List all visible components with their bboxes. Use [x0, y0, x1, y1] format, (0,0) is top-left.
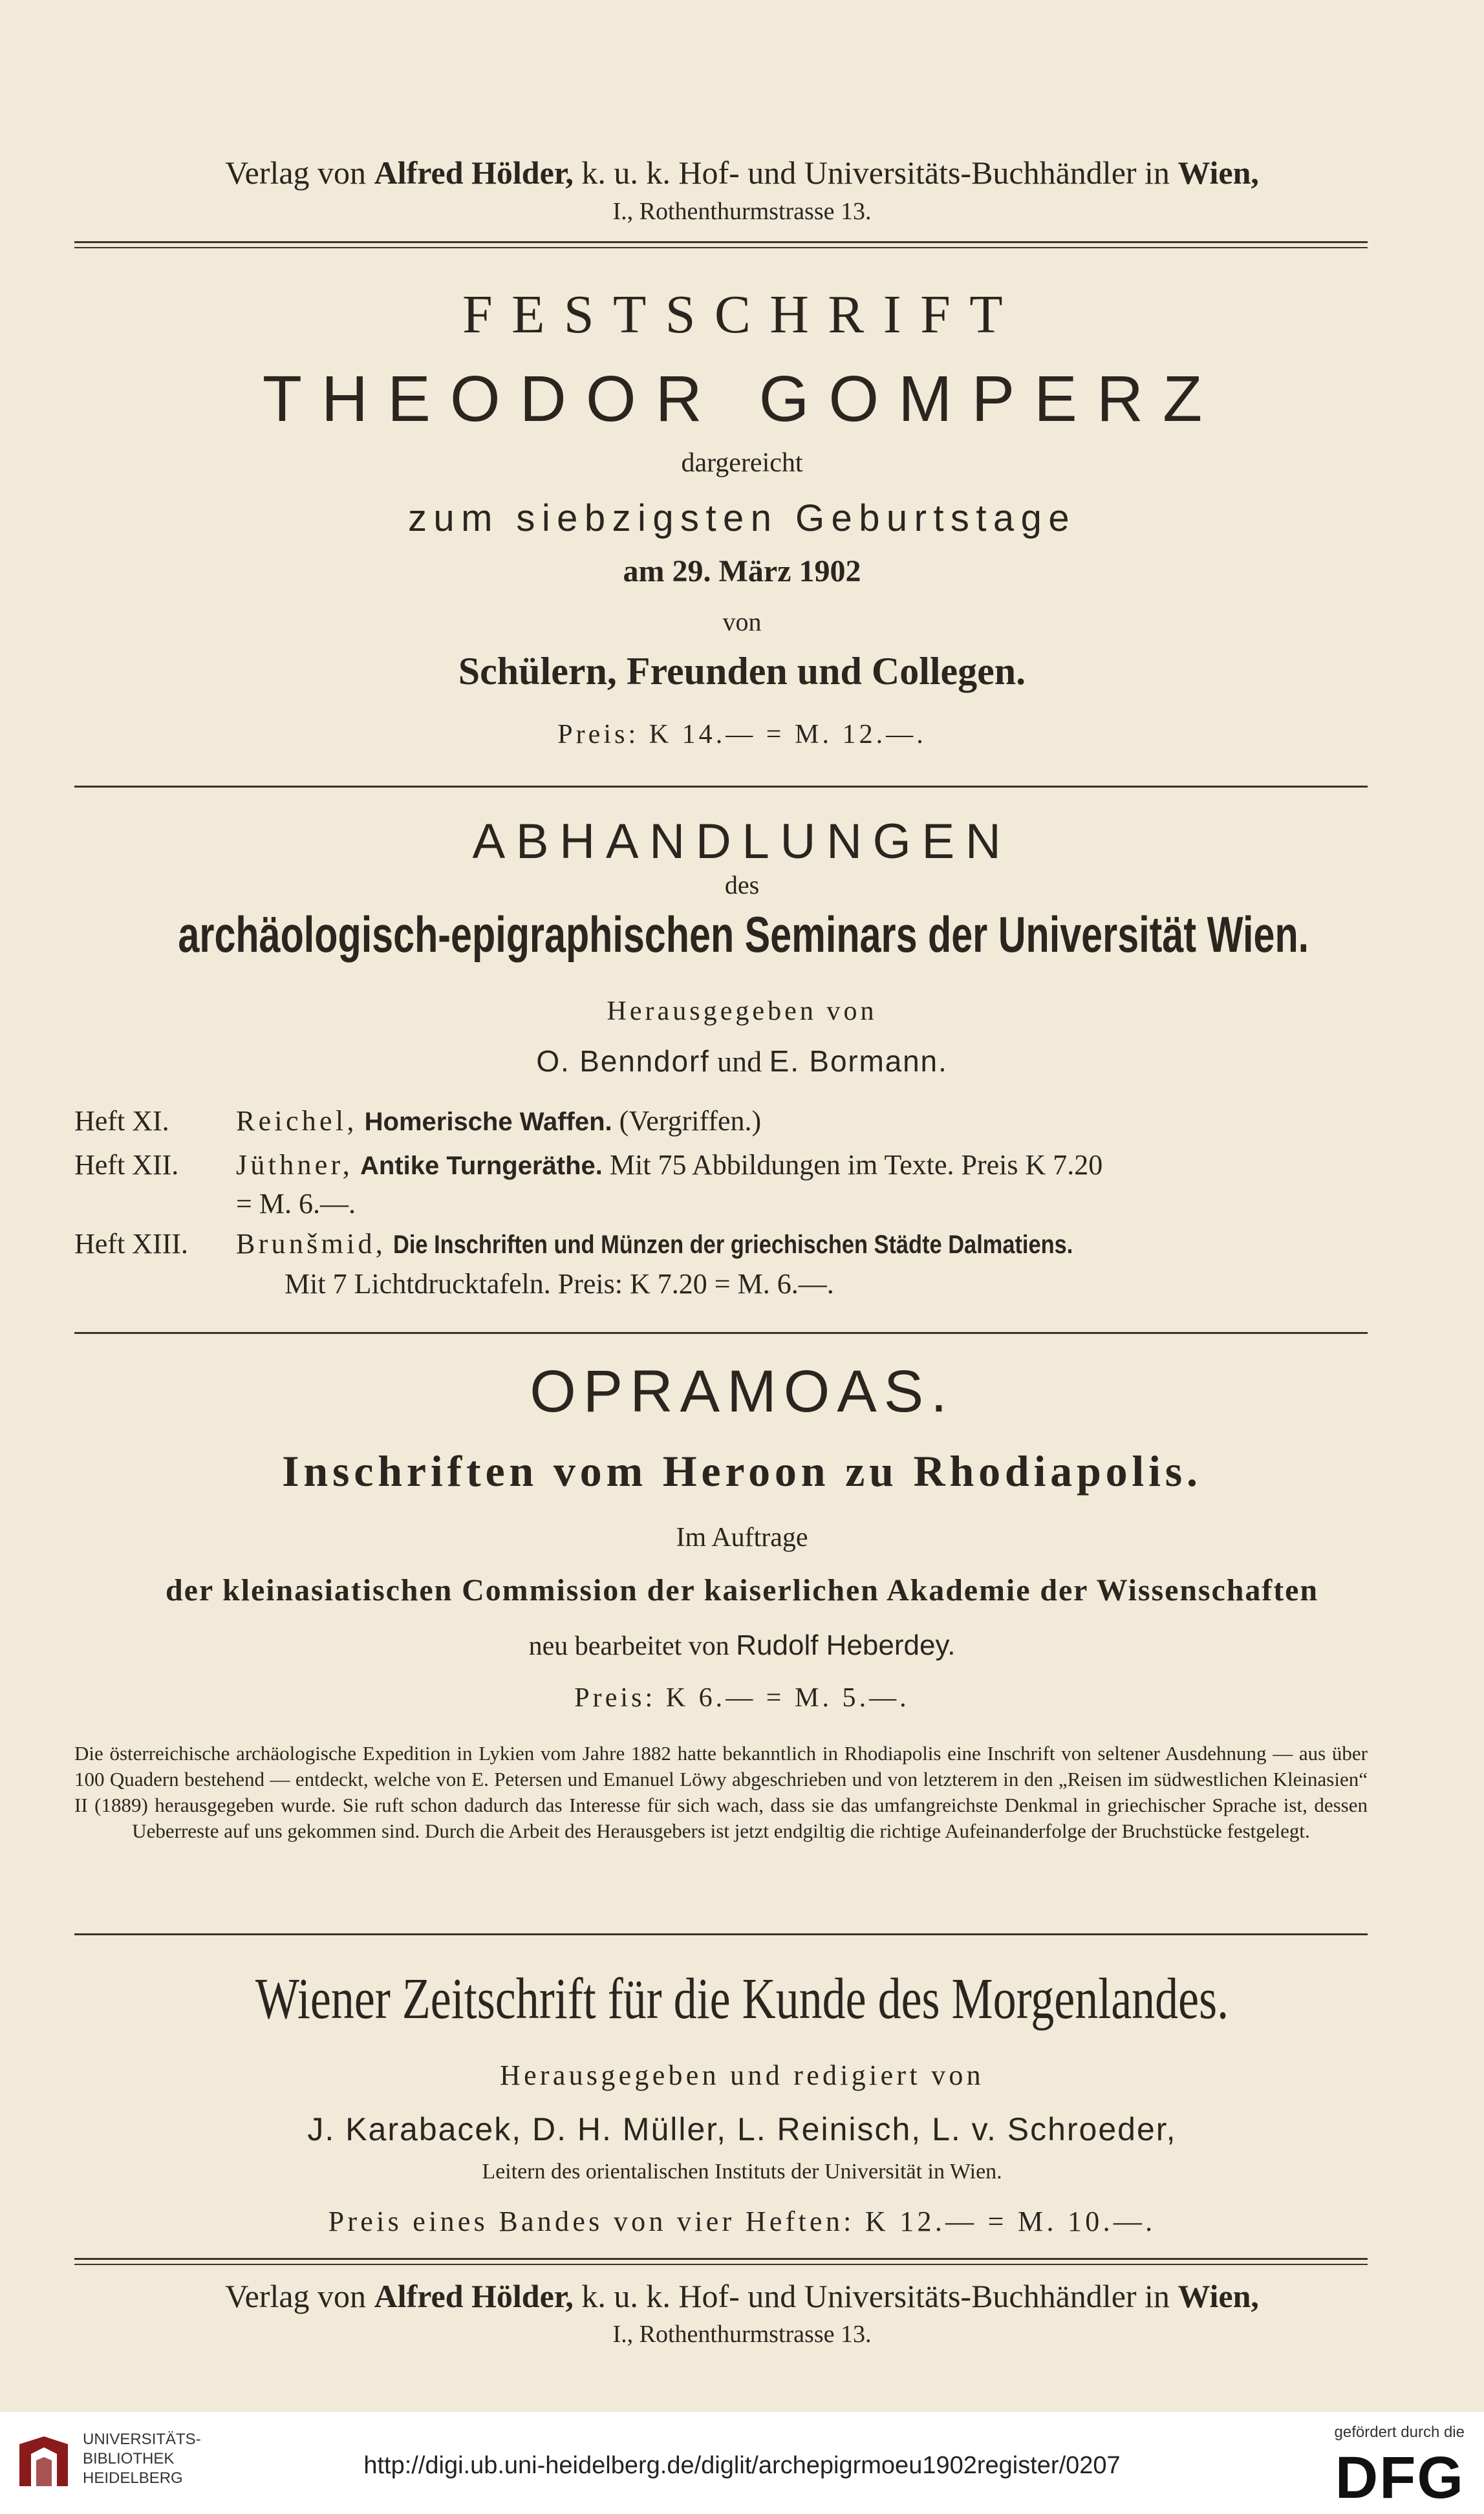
gomperz-title: THEODOR GOMPERZ	[262, 363, 1222, 435]
permalink-url[interactable]: http://digi.ub.uni-heidelberg.de/diglit/archepigrmoeu1902register/0207	[363, 2452, 1121, 2479]
ub-line: UNIVERSITÄTS-	[83, 2431, 201, 2448]
publisher-prefix: Verlag von	[225, 2278, 367, 2314]
zeitschrift-herausgegeben: Herausgegeben und redigiert von	[500, 2059, 984, 2091]
festschrift-price: Preis: K 14.— = M. 12.—.	[557, 720, 927, 749]
zeitschrift-title: Wiener Zeitschrift für die Kunde des Morgenlandes.	[255, 1967, 1229, 2031]
publisher-footer-address: I., Rothenthurmstrasse 13.	[612, 2321, 872, 2348]
heft-author: Brunšmid,	[236, 1228, 387, 1260]
publisher-footer	[0, 2277, 1484, 2315]
opramoas-price: Preis: K 6.— = M. 5.—.	[574, 1683, 910, 1713]
ub-line: BIBLIOTHEK	[83, 2450, 175, 2467]
zeitschrift-editors: J. Karabacek, D. H. Müller, L. Reinisch, L. v. Schroeder,	[307, 2111, 1177, 2147]
header-divider	[74, 241, 1368, 248]
heft-label: Heft XII.	[74, 1149, 179, 1181]
auftrag-line: Im Auftrage	[676, 1523, 808, 1552]
abhandlungen-title: ABHANDLUNGEN	[472, 814, 1012, 869]
editor-und: und	[717, 1045, 762, 1078]
dfg-label: gefördert durch die	[1334, 2423, 1465, 2441]
publisher-city: Wien,	[1178, 155, 1259, 191]
publisher-city: Wien,	[1178, 2278, 1259, 2314]
opramoas-description: Die österreichische archäologische Expedition in Lykien vom Jahre 1882 hatte bekanntlich in Rhodiapolis eine Inschrift von seltener Ausdehnung — aus über 100 Quadern bestehend — entdeckt, welche von E. Petersen und Emanuel Löwy abgeschrieben und von letzterem in den „Reisen im südwestlichen Kleinasien“ II (1889) herausgegeben wurde. Sie ruft schon dadurch das Interesse für sich wach, dass sie das umfangreichste Denkmal in griechischer Sprache ist, dessen Ueberreste auf uns gekommen sind. Durch die Arbeit des Herausgebers ist jetzt endgiltig die richtige Aufeinanderfolge der Bruchstücke festgelegt.	[74, 1742, 1368, 1842]
bearbeitet-prefix: neu bearbeitet von	[528, 1631, 729, 1661]
dfg-logo: DFG	[1335, 2445, 1465, 2511]
editors-line	[0, 1044, 1484, 1079]
zeitschrift-price: Preis eines Bandes von vier Heften: K 12.— = M. 10.—.	[328, 2206, 1156, 2237]
digitization-footer	[0, 2412, 1484, 2514]
heft-title: Homerische Waffen.	[364, 1108, 612, 1136]
publisher-title: k. u. k. Hof- und Universitäts-Buchhändler in	[581, 155, 1170, 191]
editor-bormann: E. Bormann.	[769, 1044, 948, 1078]
commission-line: der kleinasiatischen Commission der kaiserlichen Akademie der Wissenschaften	[166, 1573, 1318, 1607]
divider-3	[74, 1933, 1368, 1935]
festschrift-title: FESTSCHRIFT	[462, 285, 1022, 345]
heft-continuation: = M. 6.—.	[236, 1188, 356, 1219]
des-line: des	[724, 870, 760, 899]
heft-item	[74, 1227, 1184, 1260]
opramoas-title: OPRAMOAS.	[530, 1359, 954, 1424]
publisher-name: Alfred Hölder,	[374, 155, 574, 191]
divider-2	[74, 1332, 1368, 1334]
heft-title: Die Inschriften und Münzen der griechischen Städte Dalmatiens.	[393, 1230, 1073, 1259]
ub-line: HEIDELBERG	[83, 2469, 183, 2487]
opramoas-subtitle: Inschriften vom Heroon zu Rhodiapolis.	[282, 1446, 1202, 1496]
heft-item	[74, 1104, 761, 1137]
bearbeitet-line	[0, 1629, 1484, 1662]
heberdey-name: Rudolf Heberdey.	[736, 1629, 956, 1661]
geburtstag-line: zum siebzigsten Geburtstage	[407, 497, 1077, 539]
divider-1	[74, 786, 1368, 788]
heft-label: Heft XIII.	[74, 1228, 188, 1260]
publisher-address: I., Rothenthurmstrasse 13.	[612, 198, 872, 225]
publisher-name: Alfred Hölder,	[374, 2278, 574, 2314]
date-line: am 29. März 1902	[623, 554, 861, 588]
editor-benndorf: O. Benndorf	[536, 1044, 710, 1078]
schueler-line: Schülern, Freunden und Collegen.	[458, 650, 1026, 693]
seminar-title: archäologisch-epigraphischen Seminars der Universität Wien.	[178, 906, 1309, 963]
publisher-prefix: Verlag von	[225, 155, 367, 191]
heft-author: Jüthner,	[236, 1149, 354, 1181]
zeitschrift-leiter: Leitern des orientalischen Instituts der Universität in Wien.	[482, 2160, 1002, 2184]
heft-note: Mit 75 Abbildungen im Texte. Preis K 7.20	[609, 1149, 1103, 1181]
footer-divider	[74, 2258, 1368, 2265]
heft-author: Reichel,	[236, 1105, 358, 1137]
heft-item	[74, 1148, 1102, 1181]
dargereicht-line: dargereicht	[681, 448, 803, 478]
publisher-title: k. u. k. Hof- und Universitäts-Buchhändler in	[581, 2278, 1170, 2314]
heft-title: Antike Turngeräthe.	[360, 1152, 603, 1180]
heft-note: (Vergriffen.)	[619, 1105, 762, 1137]
heft-continuation: Mit 7 Lichtdrucktafeln. Preis: K 7.20 = M. 6.—.	[285, 1268, 834, 1300]
herausgegeben-line: Herausgegeben von	[607, 996, 877, 1026]
heft-label: Heft XI.	[74, 1105, 169, 1137]
publisher-header	[0, 154, 1484, 191]
von-line: von	[722, 607, 762, 636]
